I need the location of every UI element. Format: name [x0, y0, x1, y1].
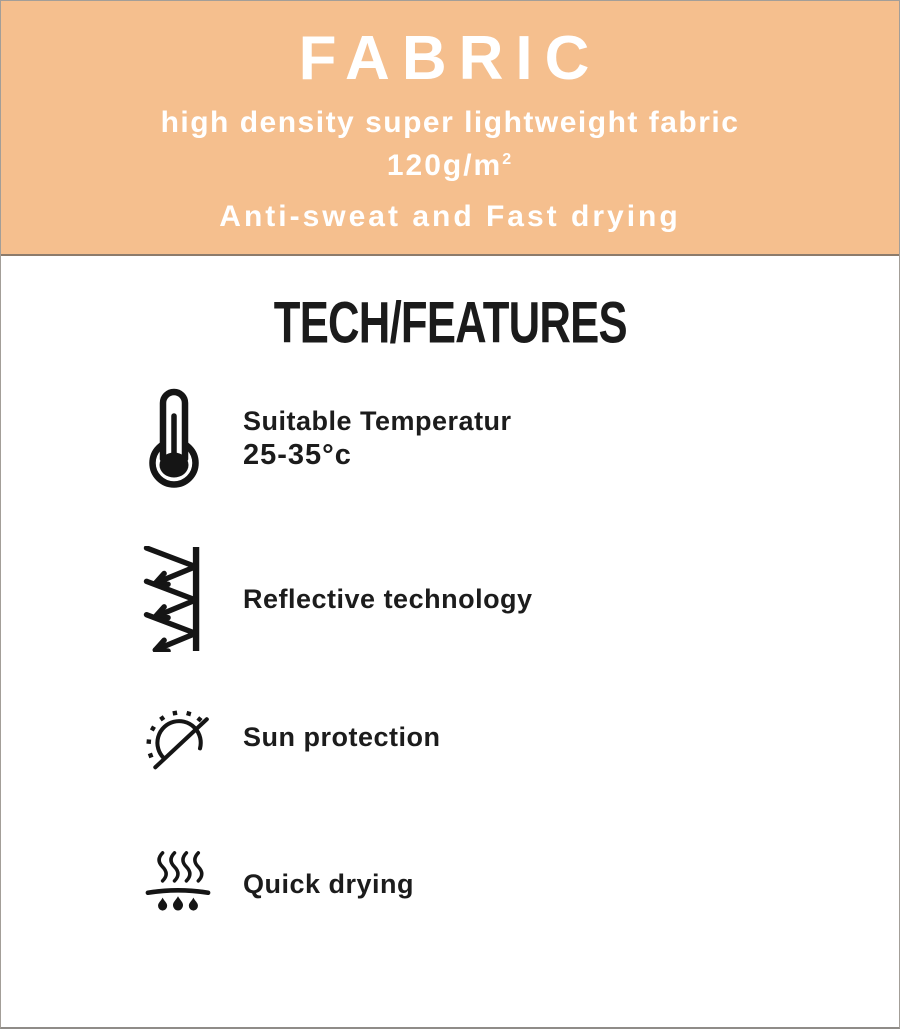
feature-label: Reflective technology [243, 584, 533, 614]
header-tagline: Anti-sweat and Fast drying [219, 200, 681, 233]
thermometer-icon [143, 386, 243, 490]
fabric-weight [1, 142, 899, 184]
feature-row-sun [1, 692, 899, 782]
feature-label: Sun protection [243, 722, 441, 752]
feature-label: Suitable Temperatur [243, 406, 512, 436]
feature-sublabel-temperature-range: 25-35°c [243, 439, 352, 471]
sun-protection-icon [143, 705, 243, 770]
feature-text-drying [243, 867, 414, 901]
feature-row-drying [1, 840, 899, 928]
feature-row-reflective [1, 544, 899, 654]
section-title: TECH/FEATURES [273, 289, 627, 356]
feature-row-temperature [1, 378, 899, 498]
fabric-weight-value: 120g/m [386, 149, 503, 182]
feature-list [1, 378, 899, 928]
feature-label: Quick drying [243, 869, 415, 899]
fabric-weight-superscript: 2 [502, 151, 514, 168]
feature-text-reflective [243, 582, 533, 616]
reflective-arrows-icon [143, 546, 243, 652]
feature-text-sun [243, 720, 441, 754]
header-banner [1, 1, 899, 256]
header-subtitle: high density super lightweight fabric [160, 106, 740, 139]
steam-droplets-icon [143, 850, 243, 918]
header-title: FABRIC [298, 24, 602, 93]
section-title-wrap [1, 288, 899, 358]
feature-text-temperature [243, 404, 512, 472]
